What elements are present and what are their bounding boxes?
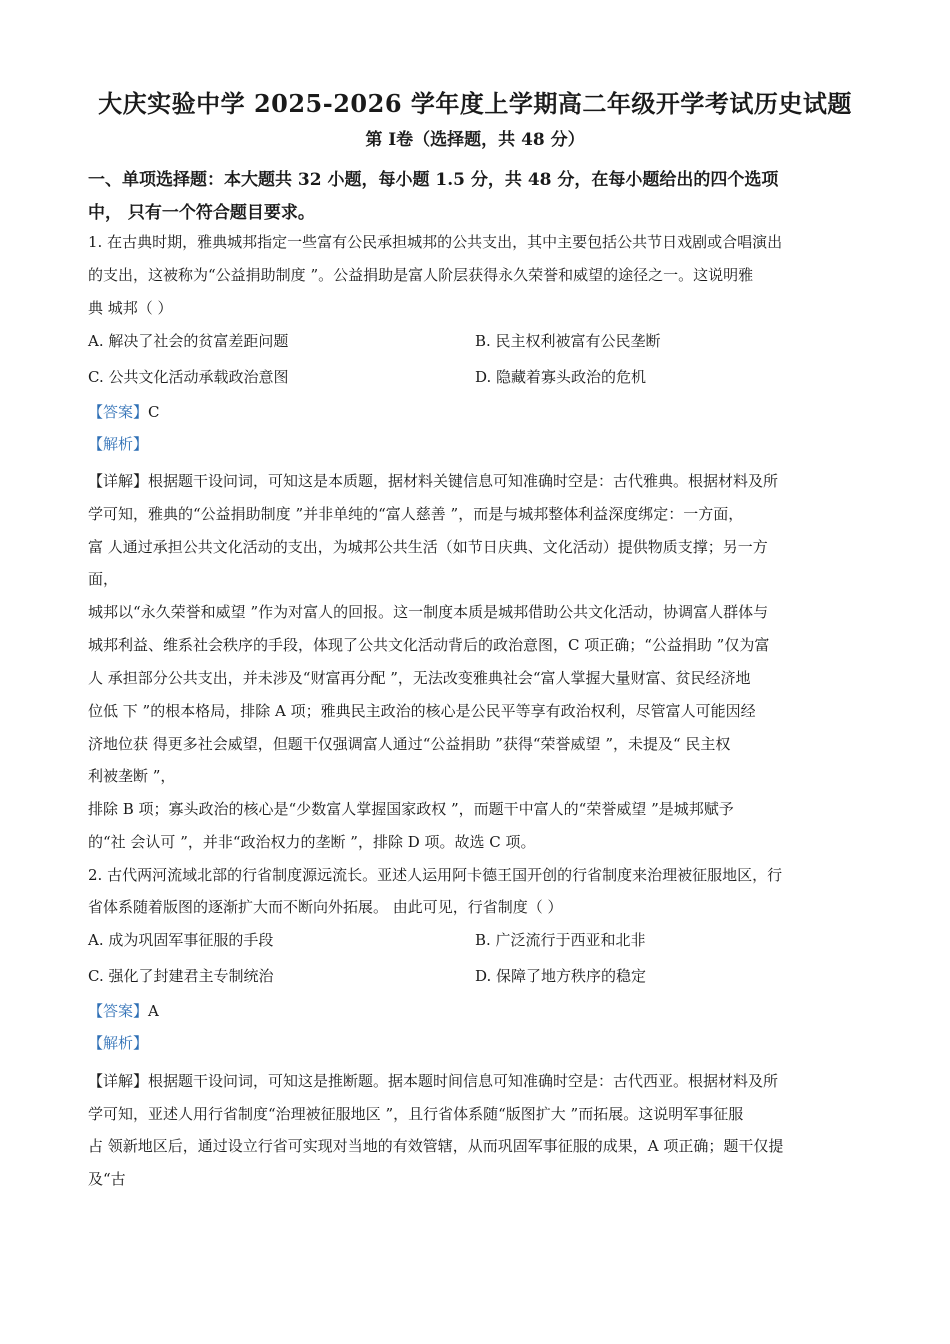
q2-option-b: B. 广泛流行于西亚和北非 [475, 931, 646, 949]
q2-option-d: D. 保障了地方秩序的稳定 [475, 967, 647, 985]
q1-detail-line: 人 承担部分公共支出，并未涉及“财富再分配 ”，无法改变雅典社会“富人掌握大量财富、贫民经济地 [88, 669, 751, 687]
answer-tag: 【答案】 [88, 403, 149, 421]
q2-answer [88, 1000, 159, 1021]
q1-detail-line [88, 470, 778, 491]
q1-option-a: A. 解决了社会的贫富差距问题 [88, 332, 289, 350]
answer-value: A [148, 1002, 159, 1020]
q2-option-c: C. 强化了封建君主专制统治 [88, 967, 274, 985]
q1-detail-line: 的“社 会认可 ”，并非“政治权力的垄断 ”，排除 D 项。故选 C 项。 [88, 833, 536, 851]
q2-analysis-tag: 【解析】 [88, 1034, 149, 1052]
q1-option-b: B. 民主权利被富有公民垄断 [475, 332, 661, 350]
page-subtitle: 第 Ⅰ卷（选择题，共 48 分） [365, 130, 585, 150]
detail-text: 根据题干设问词，可知这是本质题，据材料关键信息可知准确时空是：古代雅典。根据材料及所 [148, 472, 779, 490]
q1-detail-line: 学可知，雅典的“公益捐助制度 ”并非单纯的“富人慈善 ”，而是与城邦整体利益深度绑定：一方面， [88, 505, 744, 523]
q1-detail-line: 城邦利益、维系社会秩序的手段，体现了公共文化活动背后的政治意图，C 项正确；“公益捐助 ”仅为富 [88, 636, 770, 654]
section-heading-line-2: 中， 只有一个符合题目要求。 [88, 203, 315, 223]
q1-answer [88, 401, 160, 422]
detail-text: 根据题干设问词，可知这是推断题。据本题时间信息可知准确时空是：古代西亚。根据材料及所 [148, 1072, 779, 1090]
detail-tag: 【详解】 [88, 472, 149, 490]
q2-detail-line: 占 领新地区后，通过设立行省可实现对当地的有效管辖，从而巩固军事征服的成果，A 项正确；题干仅提 [88, 1137, 784, 1155]
page-title: 大庆实验中学 2025-2026 学年度上学期高二年级开学考试历史试题 [98, 89, 852, 118]
q1-stem-line: 的支出，这被称为“公益捐助制度 ”。公益捐助是富人阶层获得永久荣誉和威望的途径之一。这说明雅 [88, 266, 754, 284]
q2-option-a: A. 成为巩固军事征服的手段 [88, 931, 274, 949]
q1-detail-line: 位低 下 ”的根本格局，排除 A 项；雅典民主政治的核心是公民平等享有政治权利，尽管富人可能因经 [88, 702, 756, 720]
q2-stem-line: 省体系随着版图的逐渐扩大而不断向外拓展。 由此可见，行省制度（ ） [88, 898, 563, 916]
q1-analysis-tag: 【解析】 [88, 435, 149, 453]
q1-option-c: C. 公共文化活动承载政治意图 [88, 368, 289, 386]
q1-detail-line: 富 人通过承担公共文化活动的支出，为城邦公共生活（如节日庆典、文化活动）提供物质支撑；另一方 [88, 538, 768, 556]
q2-detail-line: 及“古 [88, 1170, 126, 1188]
q2-detail-line: 学可知，亚述人用行省制度“治理被征服地区 ”，且行省体系随“版图扩大 ”而拓展。这说明军事征服 [88, 1105, 744, 1123]
q1-detail-line: 利被垄断 ”， [88, 767, 176, 785]
answer-value: C [148, 403, 160, 421]
q2-stem-line: 2. 古代两河流域北部的行省制度源远流长。亚述人运用阿卡德王国开创的行省制度来治理被征服地区，行 [88, 866, 783, 884]
q2-detail-line [88, 1070, 778, 1091]
q1-detail-line: 城邦以“永久荣誉和威望 ”作为对富人的回报。这一制度本质是城邦借助公共文化活动，协调富人群体与 [88, 603, 769, 621]
q1-detail-line: 面， [88, 570, 119, 588]
q1-detail-line: 排除 B 项；寡头政治的核心是“少数富人掌握国家政权 ”，而题干中富人的“荣誉威望 ”是城邦赋予 [88, 800, 734, 818]
section-heading-line-1: 一、单项选择题：本大题共 32 小题，每小题 1.5 分，共 48 分，在每小题给出的四个选项 [88, 170, 779, 190]
q1-detail-line: 济地位获 得更多社会威望，但题干仅强调富人通过“公益捐助 ”获得“荣誉威望 ”，未提及“ 民主权 [88, 735, 731, 753]
q1-stem-line: 典 城邦（ ） [88, 299, 173, 317]
answer-tag: 【答案】 [88, 1002, 149, 1020]
q1-option-d: D. 隐藏着寡头政治的危机 [475, 368, 647, 386]
detail-tag: 【详解】 [88, 1072, 149, 1090]
q1-stem-line: 1. 在古典时期，雅典城邦指定一些富有公民承担城邦的公共支出，其中主要包括公共节日戏剧或合唱演出 [88, 233, 783, 251]
